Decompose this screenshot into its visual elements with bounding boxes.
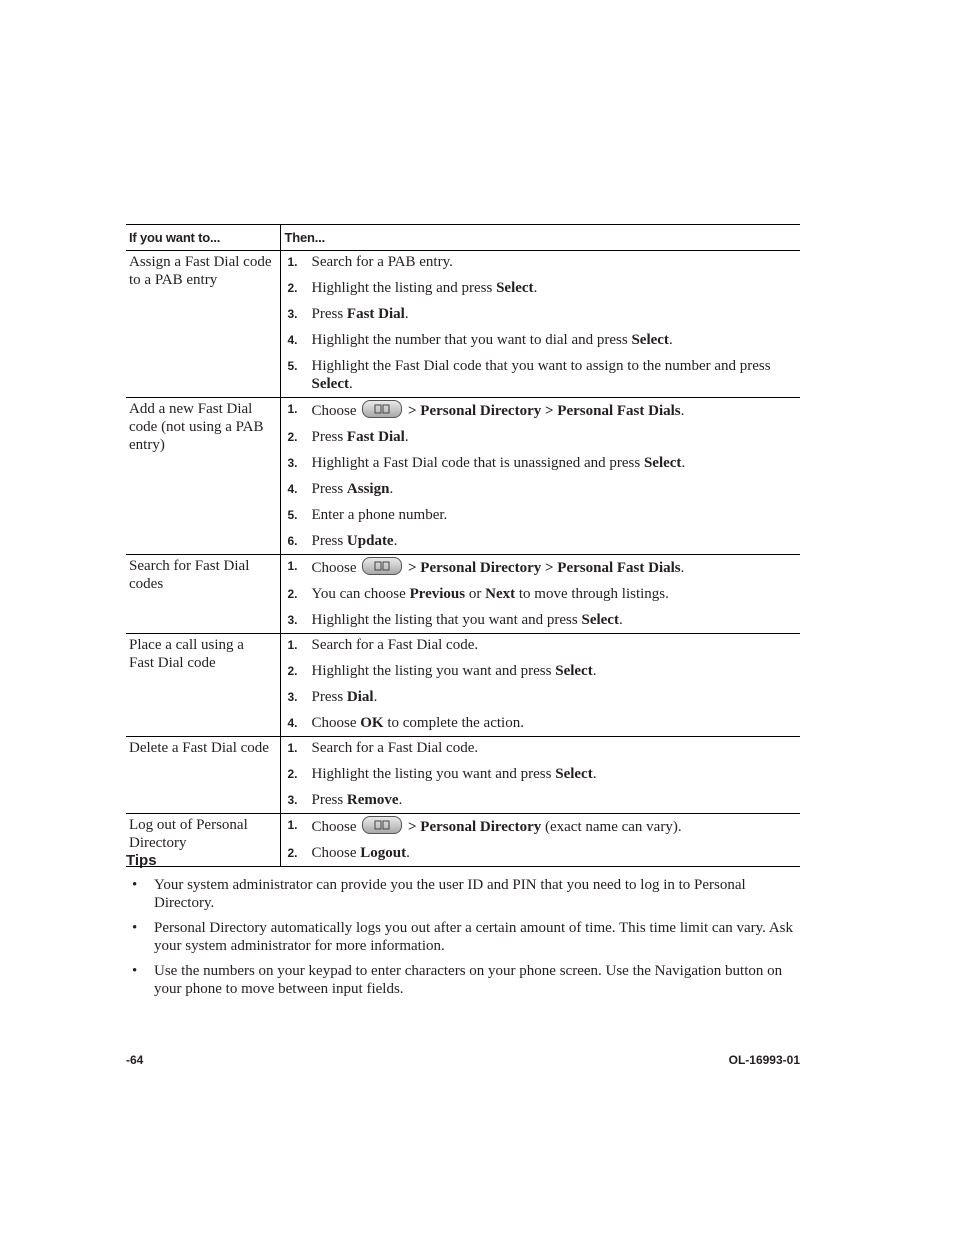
step-item <box>281 609 797 629</box>
step-item <box>281 478 797 498</box>
step-text-part: . <box>680 403 685 419</box>
step-text <box>312 253 797 271</box>
step-text-part: Highlight the number that you want to dial and press <box>311 332 632 348</box>
step-keyword: Personal Fast Dials <box>557 560 681 576</box>
step-number: 1. <box>287 402 298 416</box>
step-text-part: Press <box>311 429 347 445</box>
directories-button-icon <box>362 400 402 418</box>
step-number: 2. <box>287 587 298 601</box>
table-row <box>126 634 800 737</box>
step-item <box>281 530 797 550</box>
step-text-part: Enter a phone number. <box>311 507 448 523</box>
step-item <box>281 303 797 323</box>
step-text-part: Highlight the listing you want and press <box>311 766 556 782</box>
step-text-part: . <box>373 689 378 705</box>
step-text <box>312 557 797 577</box>
task-cell: Assign a Fast Dial code to a PAB entry <box>126 251 280 398</box>
step-keyword: Remove <box>346 792 399 808</box>
step-text-part: . <box>681 455 686 471</box>
task-cell: Add a new Fast Dial code (not using a PAB entry) <box>126 398 280 555</box>
step-number: 4. <box>287 482 298 496</box>
table-row <box>126 737 800 814</box>
step-text <box>312 305 797 323</box>
step-text-part: to complete the action. <box>383 715 524 731</box>
step-number: 6. <box>287 534 298 548</box>
step-text <box>312 279 797 297</box>
step-item <box>281 329 797 349</box>
bullet-icon: • <box>132 963 138 979</box>
step-text-part: Choose <box>311 819 361 835</box>
step-text-part: . <box>404 306 409 322</box>
step-text-part: Search for a Fast Dial code. <box>311 637 479 653</box>
step-keyword: Select <box>555 663 593 679</box>
column-header-steps: Then... <box>280 225 800 251</box>
step-text <box>312 585 797 603</box>
step-keyword: Update <box>346 533 394 549</box>
steps-cell <box>280 555 800 634</box>
step-item <box>281 789 797 809</box>
step-text <box>312 816 797 836</box>
step-text <box>312 765 797 783</box>
step-keyword: > <box>541 560 558 576</box>
step-text-part: . <box>668 332 673 348</box>
step-text <box>312 636 797 654</box>
step-text <box>312 454 797 472</box>
step-text-part: Choose <box>311 715 361 731</box>
step-text-part: Highlight the Fast Dial code that you want to assign to the number and press <box>311 358 771 374</box>
step-item <box>281 842 797 862</box>
step-text-part: . <box>406 845 410 861</box>
step-number: 5. <box>287 508 298 522</box>
bullet-icon: • <box>132 877 138 893</box>
step-item <box>281 452 797 472</box>
step-keyword: Fast Dial <box>346 306 405 322</box>
step-keyword: Dial <box>346 689 374 705</box>
step-number: 2. <box>287 430 298 444</box>
table-row <box>126 814 800 867</box>
table-row <box>126 398 800 555</box>
step-text-part: Press <box>311 533 347 549</box>
step-keyword: Select <box>311 376 349 392</box>
step-text-part: Search for a PAB entry. <box>311 254 453 270</box>
step-text-part: Highlight a Fast Dial code that is unassigned and press <box>311 455 644 471</box>
document-number: OL-16993-01 <box>728 1053 800 1067</box>
steps-cell <box>280 814 800 867</box>
task-cell: Search for Fast Dial codes <box>126 555 280 634</box>
tip-item <box>126 919 800 955</box>
step-text-part: . <box>393 533 398 549</box>
step-text-part: Search for a Fast Dial code. <box>311 740 479 756</box>
step-keyword: > Personal Directory <box>404 819 542 835</box>
step-number: 1. <box>287 741 298 755</box>
table-row <box>126 251 800 398</box>
step-item <box>281 737 797 757</box>
step-text <box>312 532 797 550</box>
step-text-part: Choose <box>311 560 361 576</box>
step-keyword: > Personal Directory <box>404 560 542 576</box>
step-text <box>312 844 797 862</box>
step-text <box>312 357 797 393</box>
step-text <box>312 662 797 680</box>
step-text-part: Choose <box>311 403 361 419</box>
directories-button-icon <box>362 816 402 834</box>
step-text-part: . <box>592 766 597 782</box>
tips-heading: Tips <box>126 852 157 869</box>
step-number: 2. <box>287 767 298 781</box>
steps-cell <box>280 398 800 555</box>
step-keyword: > <box>541 403 558 419</box>
step-keyword: OK <box>360 715 384 731</box>
step-text <box>312 480 797 498</box>
steps-cell <box>280 251 800 398</box>
step-text <box>312 611 797 629</box>
step-text-part: Highlight the listing that you want and press <box>311 612 582 628</box>
step-text-part: . <box>533 280 538 296</box>
step-item <box>281 634 797 654</box>
tip-text: Your system administrator can provide you the user ID and PIN that you need to log in to Personal Directory. <box>154 877 746 911</box>
step-number: 2. <box>287 281 298 295</box>
step-item <box>281 814 797 836</box>
step-keyword: Select <box>555 766 593 782</box>
step-text-part: Highlight the listing and press <box>311 280 497 296</box>
step-item <box>281 251 797 271</box>
table-header-row <box>126 225 800 251</box>
step-number: 1. <box>287 818 298 832</box>
step-keyword: Next <box>485 586 516 602</box>
step-item <box>281 555 797 577</box>
step-text-part: Highlight the listing you want and press <box>311 663 556 679</box>
step-item <box>281 277 797 297</box>
directories-button-icon <box>362 557 402 575</box>
step-text-part: . <box>404 429 409 445</box>
step-item <box>281 712 797 732</box>
step-keyword: Personal Fast Dials <box>557 403 681 419</box>
step-number: 3. <box>287 307 298 321</box>
column-header-task: If you want to... <box>126 225 280 251</box>
step-text-part: (exact name can vary). <box>541 819 682 835</box>
step-text <box>312 739 797 757</box>
step-number: 3. <box>287 456 298 470</box>
step-item <box>281 660 797 680</box>
step-number: 1. <box>287 255 298 269</box>
task-cell: Delete a Fast Dial code <box>126 737 280 814</box>
step-text <box>312 714 797 732</box>
step-text-part: to move through listings. <box>515 586 669 602</box>
step-keyword: Select <box>643 455 682 471</box>
tip-item <box>126 876 800 912</box>
step-number: 3. <box>287 613 298 627</box>
step-keyword: > Personal Directory <box>404 403 542 419</box>
step-text <box>312 400 797 420</box>
step-item <box>281 686 797 706</box>
task-cell: Log out of Personal Directory <box>126 814 280 867</box>
step-text-part: or <box>465 586 486 602</box>
step-item <box>281 398 797 420</box>
step-number: 4. <box>287 333 298 347</box>
step-number: 3. <box>287 793 298 807</box>
step-text-part: Press <box>311 481 347 497</box>
step-keyword: Logout <box>360 845 407 861</box>
tips-list <box>126 876 800 1005</box>
step-number: 2. <box>287 664 298 678</box>
step-number: 5. <box>287 359 298 373</box>
step-text-part: . <box>618 612 623 628</box>
table-row <box>126 555 800 634</box>
step-text-part: . <box>389 481 394 497</box>
step-text <box>312 688 797 706</box>
step-text-part: Press <box>311 689 347 705</box>
fast-dial-table <box>126 224 800 867</box>
step-text-part: Press <box>311 792 347 808</box>
step-text <box>312 331 797 349</box>
step-number: 1. <box>287 638 298 652</box>
step-text-part: . <box>592 663 597 679</box>
step-number: 3. <box>287 690 298 704</box>
tip-text: Personal Directory automatically logs you out after a certain amount of time. This time limit can vary. Ask your system administrator for more information. <box>154 920 794 954</box>
step-text-part: . <box>398 792 403 808</box>
table-body <box>126 251 800 867</box>
step-text-part: Choose <box>311 845 361 861</box>
step-text <box>312 428 797 446</box>
step-item <box>281 426 797 446</box>
steps-cell <box>280 737 800 814</box>
tip-item <box>126 962 800 998</box>
task-cell: Place a call using a Fast Dial code <box>126 634 280 737</box>
step-item <box>281 355 797 393</box>
step-number: 1. <box>287 559 298 573</box>
step-item <box>281 583 797 603</box>
step-keyword: Fast Dial <box>346 429 405 445</box>
step-text-part: You can choose <box>311 586 410 602</box>
step-keyword: Select <box>581 612 619 628</box>
steps-cell <box>280 634 800 737</box>
step-text-part: . <box>680 560 685 576</box>
bullet-icon: • <box>132 920 138 936</box>
step-number: 2. <box>287 846 298 860</box>
step-text <box>312 506 797 524</box>
step-keyword: Assign <box>346 481 390 497</box>
step-keyword: Previous <box>409 586 466 602</box>
step-number: 4. <box>287 716 298 730</box>
step-item <box>281 504 797 524</box>
page-number: -64 <box>126 1053 144 1067</box>
step-keyword: Select <box>496 280 534 296</box>
step-text-part: . <box>348 376 353 392</box>
step-text-part: Press <box>311 306 347 322</box>
tip-text: Use the numbers on your keypad to enter characters on your phone screen. Use the Navigation button on your phone to move between input fields. <box>154 963 783 997</box>
step-text <box>312 791 797 809</box>
step-keyword: Select <box>631 332 669 348</box>
step-item <box>281 763 797 783</box>
